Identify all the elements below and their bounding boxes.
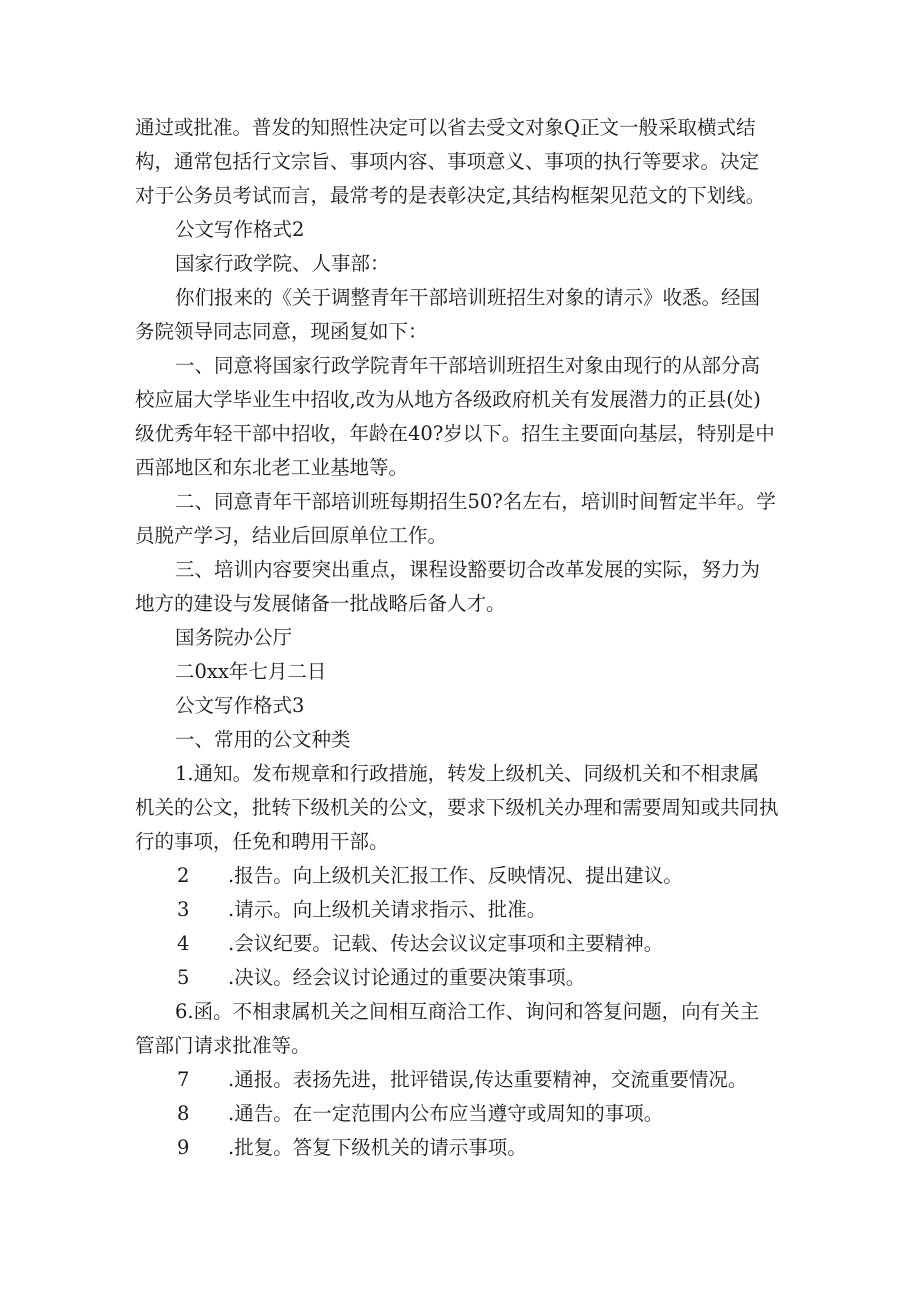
paragraph-line: 级优秀年轻干部中招收，年龄在40?岁以下。招生主要面向基层，特别是中	[135, 422, 775, 445]
paragraph-line: 对于公务员考试而言，最常考的是表彰决定,其结构框架见范文的下划线。	[135, 184, 766, 207]
list-number: 4	[177, 932, 190, 955]
paragraph-line: 务院领导同志同意，现函复如下：	[135, 320, 428, 343]
subheading: 一、常用的公文种类	[175, 728, 351, 751]
list-number: 9	[177, 1136, 190, 1159]
paragraph-line: 西部地区和东北老工业基地等。	[135, 456, 409, 479]
list-item-continuation: 管部门请求批准等。	[135, 1034, 311, 1057]
paragraph-line: 地方的建设与发展储备一批战略后备人才。	[135, 592, 506, 615]
list-item: 1.通知。发布规章和行政措施，转发上级机关、同级机关和不相隶属	[175, 762, 760, 785]
list-number: 7	[177, 1068, 190, 1091]
paragraph-line: 校应届大学毕业生中招收,改为从地方各级政府机关有发展潜力的正县(处)	[135, 388, 761, 411]
section-heading: 公文写作格式2	[175, 218, 305, 241]
paragraph-line: 一、同意将国家行政学院青年干部培训班招生对象由现行的从部分高	[175, 354, 761, 377]
list-item-continuation: 行的事项，任免和聘用干部。	[135, 830, 389, 853]
list-item: .决议。经会议讨论通过的重要决策事项。	[228, 966, 586, 989]
signature-org: 国务院办公厅	[175, 626, 293, 649]
signature-date: 二0xx年七月二日	[175, 660, 327, 683]
list-item: .通告。在一定范围内公布应当遵守或周知的事项。	[228, 1102, 664, 1125]
section-heading: 公文写作格式3	[175, 694, 305, 717]
list-number: 8	[177, 1102, 190, 1125]
list-item: .会议纪要。记载、传达会议议定事项和主要精神。	[228, 932, 664, 955]
list-number: 3	[177, 898, 190, 921]
list-number: 2	[177, 864, 190, 887]
list-item: .批复。答复下级机关的请示事项。	[228, 1136, 527, 1159]
list-item: .报告。向上级机关汇报工作、反映情况、提出建议。	[228, 864, 683, 887]
list-item: .请示。向上级机关请求指示、批准。	[228, 898, 547, 921]
paragraph-line: 员脱产学习，结业后回原单位工作。	[135, 524, 448, 547]
list-item: .通报。表扬先进，批评错误,传达重要精神，交流重要情况。	[228, 1068, 748, 1091]
addressee-line: 国家行政学院、人事部：	[175, 252, 390, 275]
paragraph-line: 二、同意青年干部培训班每期招生50?名左右，培训时间暂定半年。学	[175, 490, 776, 513]
paragraph-line: 三、培训内容要突出重点，课程设豁要切合改革发展的实际，努力为	[175, 558, 761, 581]
list-number: 5	[177, 966, 190, 989]
paragraph-line: 通过或批准。普发的知照性决定可以省去受文对象Q正文一般采取横式结	[135, 116, 756, 139]
paragraph-line: 构，通常包括行文宗旨、事项内容、事项意义、事项的执行等要求。决定	[135, 150, 760, 173]
list-item-continuation: 机关的公文，批转下级机关的公文，要求下级机关办理和需要周知或共同执	[135, 796, 779, 819]
list-item: 6.函。不相隶属机关之间相互商洽工作、询问和答复问题，向有关主	[175, 1000, 760, 1023]
paragraph-line: 你们报来的《关于调整青年干部培训班招生对象的请示》收悉。经国	[175, 286, 761, 309]
